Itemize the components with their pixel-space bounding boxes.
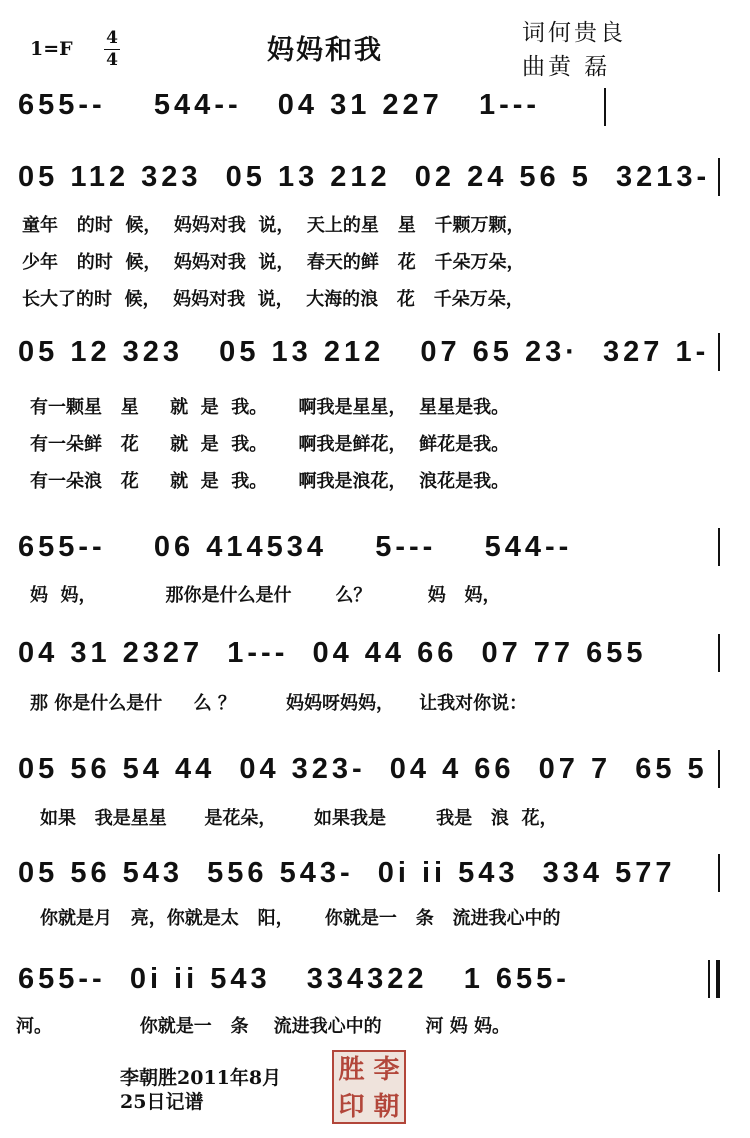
- barline: [708, 960, 710, 998]
- song-title: 妈妈和我: [267, 35, 383, 66]
- red-seal-stamp: [332, 1050, 406, 1124]
- lyrics-row-2-verse-1: 童年 的时 候， 妈妈对我 说， 天上的星 星 千颗万颗，: [22, 215, 525, 236]
- seal-char: 胜: [338, 1055, 365, 1085]
- seal-char: 朝: [373, 1092, 400, 1122]
- time-signature-top: 4: [106, 28, 118, 48]
- barline: [718, 634, 720, 672]
- lyrics-row-2-verse-2: 少年 的时 候， 妈妈对我 说， 春天的鲜 花 千朵万朵，: [22, 252, 525, 273]
- lyricist-credit: 词何贵良: [522, 20, 626, 46]
- time-signature-bottom: 4: [106, 50, 118, 70]
- notation-row-7: 05 56 543 556 543- 0i ii 543 334 577: [18, 857, 676, 889]
- lyrics-row-3-verse-2: 有一朵鲜 花 就 是 我。 啊我是鲜花， 鲜花是我。: [30, 434, 510, 455]
- lyrics-row-6: 如果 我是星星 是花朵， 如果我是 我是 浪 花，: [40, 808, 558, 829]
- notation-row-2: 05 112 323 05 13 212 02 24 56 5 3213-: [18, 161, 711, 193]
- transcriber-note: [120, 1066, 281, 1114]
- notation-row-8: 655-- 0i ii 543 334322 1 655-: [18, 963, 570, 995]
- barline: [718, 854, 720, 892]
- seal-char: 李: [373, 1055, 400, 1085]
- lyrics-row-4: 妈 妈， 那你是什么是什 么？ 妈 妈，: [30, 585, 501, 606]
- transcriber-note-line-2: 25日记谱: [120, 1091, 204, 1113]
- key-signature: 1=F: [30, 38, 73, 60]
- lyrics-row-2-verse-3: 长大了的时 候， 妈妈对我 说， 大海的浪 花 千朵万朵，: [22, 289, 524, 310]
- lyrics-row-3-verse-1: 有一颗星 星 就 是 我。 啊我是星星， 星星是我。: [30, 397, 510, 418]
- final-barline: [716, 960, 720, 998]
- barline: [604, 88, 606, 126]
- notation-row-1: 655-- 544-- 04 31 227 1---: [18, 89, 541, 121]
- lyrics-row-3-verse-3: 有一朵浪 花 就 是 我。 啊我是浪花， 浪花是我。: [30, 471, 510, 492]
- seal-char: 印: [338, 1092, 365, 1122]
- lyrics-row-5: 那 你是什么是什 么 ？ 妈妈呀妈妈， 让我对你说：: [30, 693, 528, 714]
- notation-row-6: 05 56 54 44 04 323- 04 4 66 07 7 65 5: [18, 753, 708, 785]
- notation-row-3: 05 12 323 05 13 212 07 65 23· 327 1-: [18, 336, 710, 368]
- time-signature: [104, 28, 120, 71]
- notation-row-5: 04 31 2327 1--- 04 44 66 07 77 655: [18, 637, 647, 669]
- notation-row-4: 655-- 06 414534 5--- 544--: [18, 531, 573, 563]
- lyrics-row-7: 你就是月 亮，你就是太 阳， 你就是一 条 流进我心中的: [40, 908, 561, 929]
- barline: [718, 333, 720, 371]
- barline: [718, 750, 720, 788]
- barline: [718, 528, 720, 566]
- transcriber-note-line-1: 李朝胜2011年8月: [120, 1067, 282, 1089]
- lyrics-row-8: 河。 你就是一 条 流进我心中的 河 妈 妈。: [16, 1016, 510, 1037]
- composer-credit: 曲黄 磊: [522, 54, 611, 80]
- barline: [718, 158, 720, 196]
